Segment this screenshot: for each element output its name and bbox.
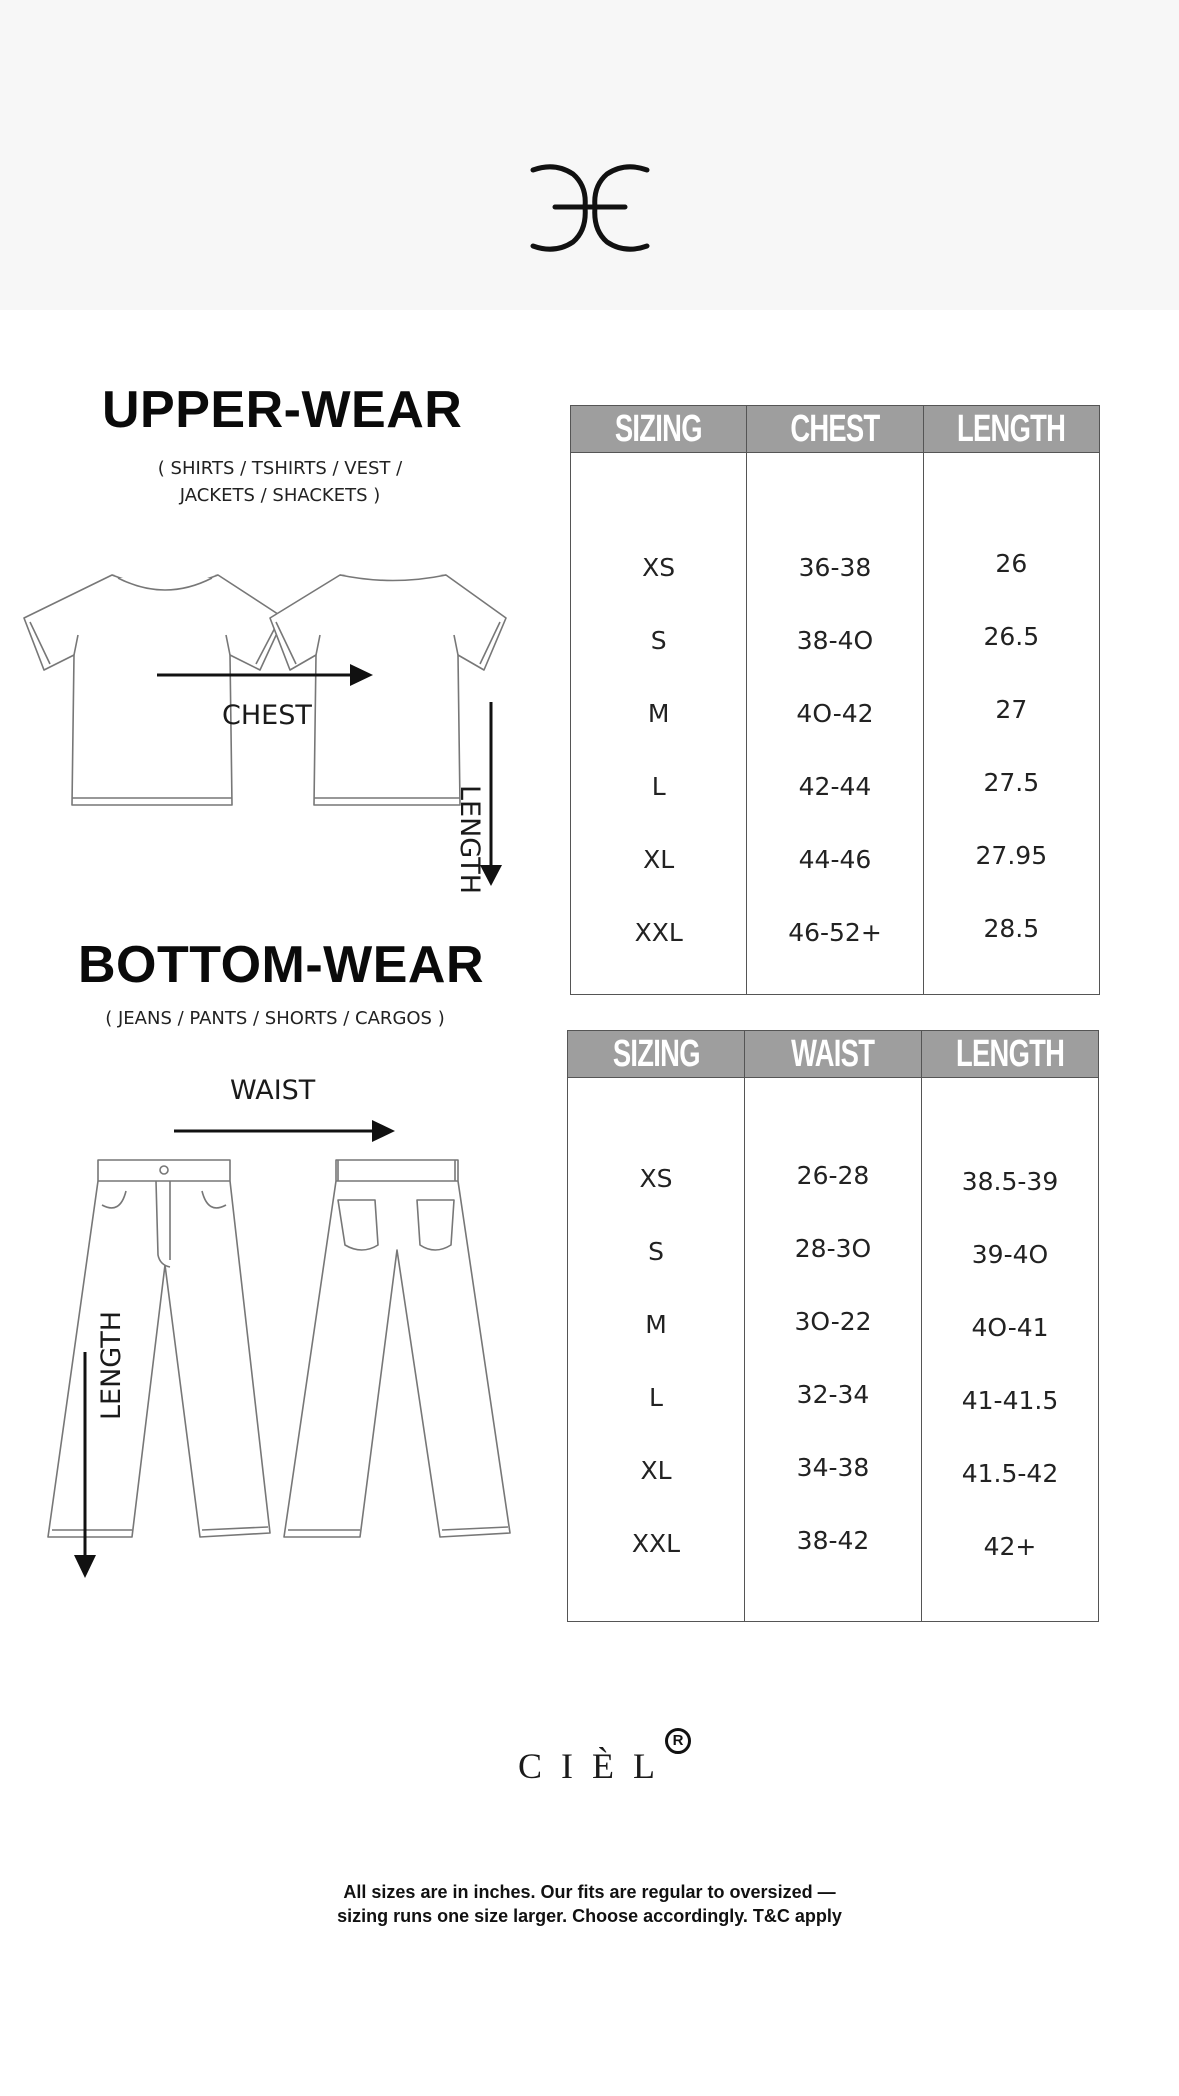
header-band — [0, 0, 1179, 310]
upper-size-m: M — [647, 699, 670, 728]
upper-length-value: 28.5 — [983, 914, 1040, 943]
bottom-length-value: 39-4O — [971, 1240, 1049, 1269]
bottom-length-value: 38.5-39 — [961, 1167, 1059, 1196]
bottom-wear-heading: BOTTOM-WEAR — [78, 936, 485, 994]
upper-size-table — [570, 405, 1100, 995]
bottom-length-label: LENGTH — [96, 1310, 127, 1420]
upper-length-value: 27 — [995, 695, 1028, 724]
bottom-length-value: 4O-41 — [971, 1313, 1049, 1342]
upper-size-xl: XL — [643, 845, 675, 874]
upper-chest-value: 46-52+ — [788, 918, 882, 947]
upper-length-value: 27.5 — [983, 768, 1040, 797]
upper-wear-heading: UPPER-WEAR — [102, 381, 463, 439]
bottom-waist-value: 32-34 — [796, 1380, 870, 1409]
bottom-waist-value: 26-28 — [796, 1161, 870, 1190]
brand-monogram-logo — [525, 160, 655, 255]
bottom-length-value: 41.5-42 — [961, 1459, 1059, 1488]
bottom-waist-column — [745, 1078, 922, 1622]
upper-size-xxl: XXL — [634, 918, 683, 947]
brand-wordmark: CIÈL — [518, 1746, 674, 1786]
upper-chest-value: 4O-42 — [796, 699, 874, 728]
upper-size-s: S — [650, 626, 667, 655]
bottom-size-s: S — [648, 1237, 664, 1266]
registered-mark-icon — [665, 1728, 691, 1754]
chest-label: CHEST — [222, 700, 312, 731]
footnote-line1: All sizes are in inches. Our fits are regular to oversized — — [343, 1882, 836, 1902]
upper-header-sizing: SIZING — [571, 406, 747, 453]
bottom-length-arrow-icon — [72, 1350, 98, 1580]
upper-length-label: LENGTH — [454, 785, 485, 895]
bottom-header-waist: WAIST — [745, 1031, 922, 1078]
upper-chest-column — [747, 453, 923, 995]
footnote-line2: sizing runs one size larger. Choose accordingly. T&C apply — [337, 1906, 842, 1926]
bottom-size-xl: XL — [640, 1456, 672, 1485]
bottom-size-l: L — [649, 1383, 663, 1412]
bottom-waist-value: 3O-22 — [794, 1307, 872, 1336]
upper-header-length: LENGTH — [923, 406, 1099, 453]
waist-arrow-icon — [172, 1116, 397, 1146]
bottom-waist-value: 38-42 — [796, 1526, 870, 1555]
upper-length-value: 26 — [995, 549, 1028, 578]
bottom-length-column — [922, 1078, 1099, 1622]
upper-sizing-column — [571, 453, 747, 995]
bottom-size-m: M — [645, 1310, 667, 1339]
waist-label: WAIST — [230, 1075, 316, 1106]
bottom-sub-line1: ( JEANS / PANTS / SHORTS / CARGOS ) — [105, 1008, 445, 1029]
bottom-waist-value: 28-3O — [794, 1234, 872, 1263]
bottom-length-value: 42+ — [983, 1532, 1037, 1561]
bottom-header-length: LENGTH — [922, 1031, 1099, 1078]
upper-header-chest: CHEST — [747, 406, 923, 453]
upper-sub-line1: ( SHIRTS / TSHIRTS / VEST / — [157, 458, 403, 479]
upper-chest-value: 44-46 — [798, 845, 872, 874]
sizing-footnote — [0, 1880, 1179, 1928]
bottom-sizing-column — [568, 1078, 745, 1622]
chest-arrow-icon — [155, 660, 375, 690]
upper-length-column — [923, 453, 1099, 995]
bottom-size-xxl: XXL — [631, 1529, 681, 1558]
upper-length-value: 27.95 — [975, 841, 1048, 870]
bottom-length-value: 41-41.5 — [961, 1386, 1059, 1415]
bottom-header-sizing: SIZING — [568, 1031, 745, 1078]
bottom-size-table — [567, 1030, 1099, 1622]
upper-chest-value: 38-4O — [796, 626, 874, 655]
upper-length-value: 26.5 — [983, 622, 1040, 651]
upper-chest-value: 42-44 — [798, 772, 872, 801]
bottom-size-xs: XS — [639, 1164, 673, 1193]
upper-size-l: L — [651, 772, 666, 801]
registered-mark-letter: R — [672, 1732, 684, 1749]
upper-size-xs: XS — [642, 553, 676, 582]
bottom-waist-value: 34-38 — [796, 1453, 870, 1482]
upper-wear-categories — [120, 455, 440, 509]
upper-sub-line2: JACKETS / SHACKETS ) — [179, 485, 381, 506]
upper-chest-value: 36-38 — [798, 553, 872, 582]
